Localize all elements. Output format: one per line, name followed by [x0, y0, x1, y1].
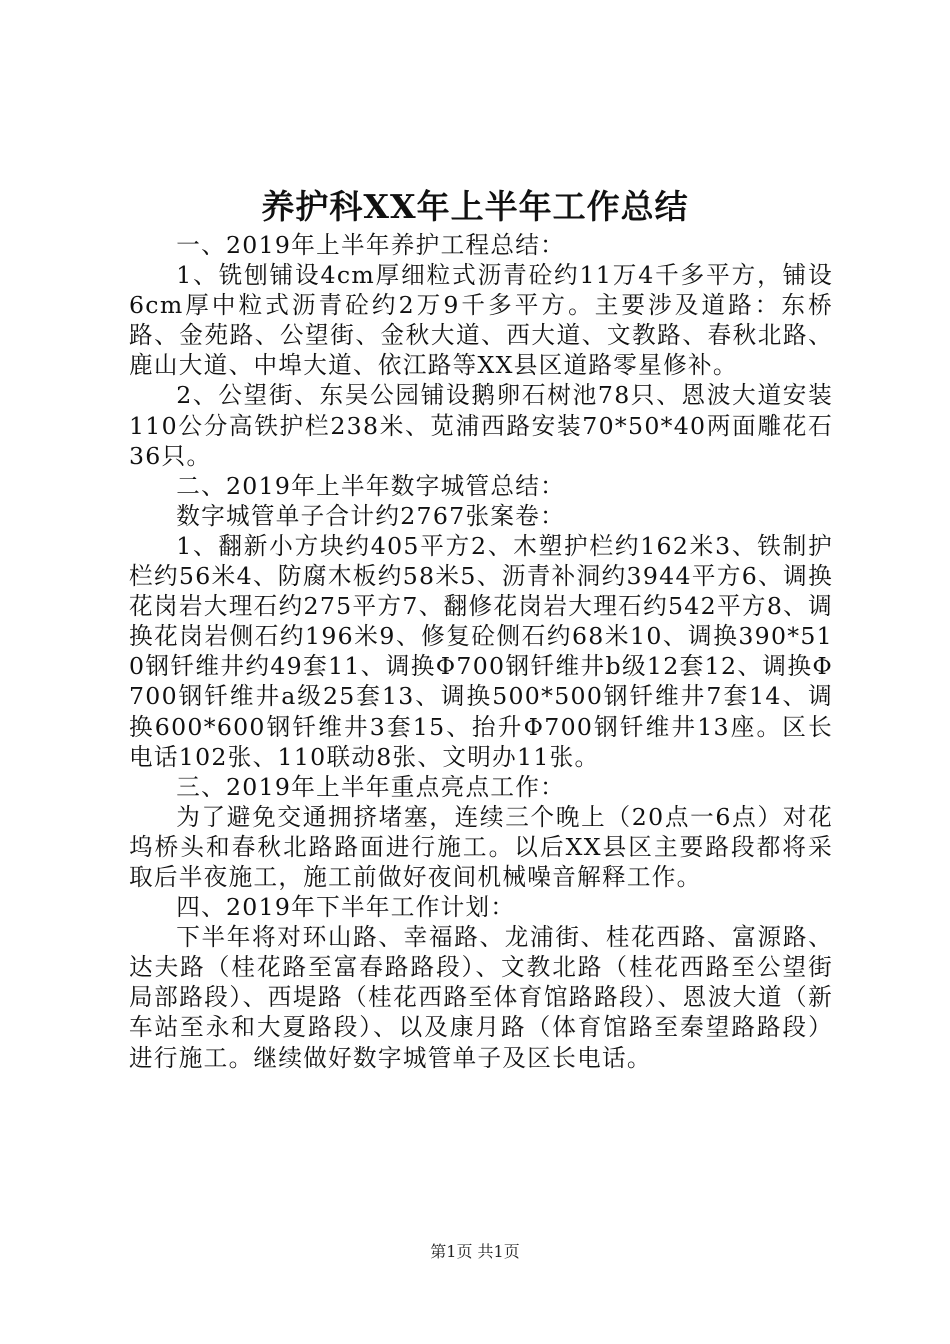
paragraph-3: 数字城管单子合计约2767张案卷： [176, 501, 566, 530]
paragraph-5: 为了避免交通拥挤堵塞，连续三个晚上（20点一6点）对花坞桥头和春秋北路路面进行施工。以后XX县区主要路段都将采取后半夜施工，施工前做好夜间机械噪音解释工作。 [129, 802, 833, 891]
paragraph-1: 1、铣刨铺设4cm厚细粒式沥青砼约11万4千多平方，铺设6cm厚中粒式沥青砼约2万9千多平方。主要涉及道路：东桥路、金苑路、公望街、金秋大道、西大道、文教路、春秋北路、鹿山大道、中埠大道、依江路等XX县区道路零星修补。 [129, 261, 833, 380]
section-heading-4: 四、2019年下半年工作计划： [176, 893, 516, 922]
paragraph-6: 下半年将对环山路、幸福路、龙浦街、桂花西路、富源路、达夫路（桂花路至富春路路段）、文教北路（桂花西路至公望街局部路段）、西堤路（桂花西路至体育馆路路段）、恩波大道（新车站至永和大夏路段）、以及康月路（体育馆路至秦望路路段）进行施工。继续做好数字城管单子及区长电话。 [129, 923, 833, 1072]
section-heading-3: 三、2019年上半年重点亮点工作： [176, 772, 566, 801]
document-body [129, 230, 833, 1073]
paragraph-4: 1、翻新小方块约405平方2、木塑护栏约162米3、铁制护栏约56米4、防腐木板约58米5、沥青补洞约3944平方6、调换花岗岩大理石约275平方7、翻修花岗岩大理石约542平方8、调换花岗岩侧石约196米9、修复砼侧石约68米10、调换390*510钢钎维井约49套11、调换Φ700钢钎维井b级12套12、调换Φ700钢钎维井a级25套13、调换500*500钢钎维井7套14、调换600*600钢钎维井3套15、抬升Φ700钢钎维井13座。区长电话102张、110联动8张、文明办11张。 [129, 531, 833, 771]
section-heading-1: 一、2019年上半年养护工程总结： [176, 231, 566, 259]
paragraph-2: 2、公望街、东吴公园铺设鹅卵石树池78只、恩波大道安装110公分高铁护栏238米、苋浦西路安装70*50*40两面雕花石36只。 [129, 381, 833, 470]
document-title: 养护科XX年上半年工作总结 [261, 187, 689, 226]
section-heading-2: 二、2019年上半年数字城管总结： [176, 471, 566, 500]
page-number-footer: 第1页 共1页 [430, 1242, 520, 1261]
